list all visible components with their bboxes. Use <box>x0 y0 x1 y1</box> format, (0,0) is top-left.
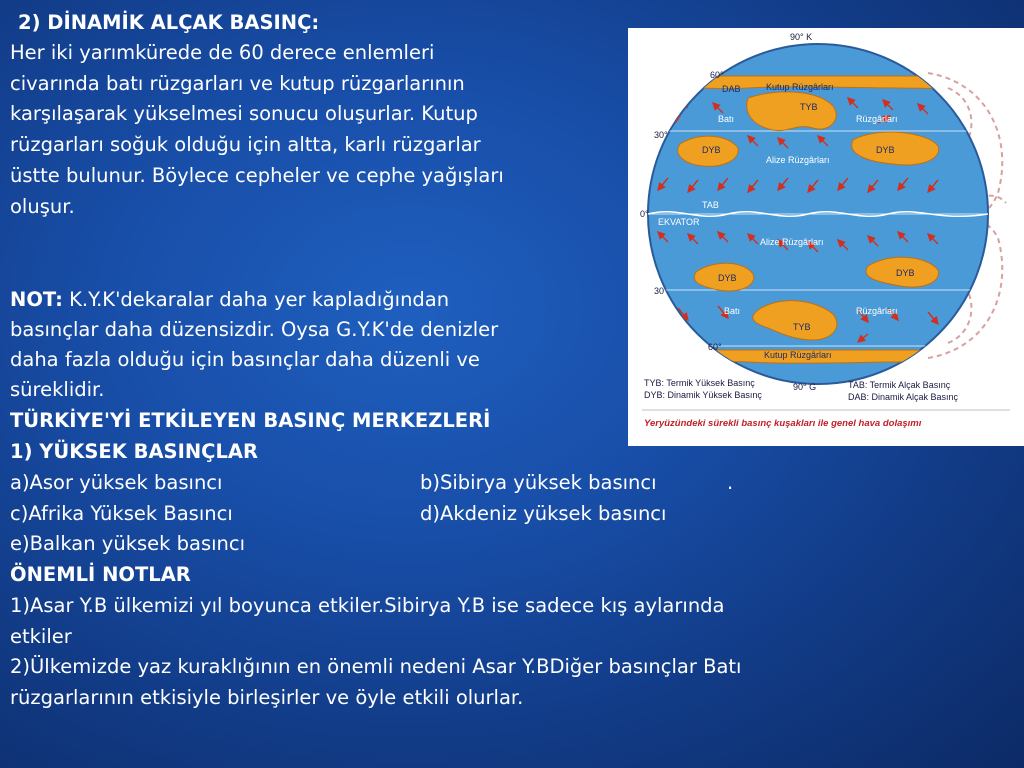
item-e: e)Balkan yüksek basıncı <box>10 532 246 555</box>
dynamic-line-6: oluşur. <box>10 195 75 218</box>
tyb-south-label: TYB <box>793 322 811 332</box>
lat-30s-label: 30 <box>654 286 665 296</box>
dyb-south-right-label: DYB <box>896 268 915 278</box>
lat-90s-label: 90° G <box>793 382 817 392</box>
lat-90n-label: 90° K <box>790 32 813 42</box>
dynamic-line-4: rüzgarları soğuk olduğu için altta, karlı rüzgarlar <box>10 133 481 156</box>
turkey-heading: TÜRKİYE'Yİ ETKİLEYEN BASINÇ MERKEZLERİ <box>10 409 491 432</box>
lat-0-label: 0° <box>640 209 649 219</box>
polar-winds-south-label: Kutup Rüzgârları <box>764 350 832 360</box>
legend-tab: TAB: Termik Alçak Basınç <box>848 380 951 390</box>
westerlies-north-label-2: Rüzgârları <box>856 114 898 124</box>
item-b: b)Sibirya yüksek basıncı <box>420 471 657 494</box>
item-c: c)Afrika Yüksek Basıncı <box>10 502 233 525</box>
pressure-belts-figure <box>628 28 1024 446</box>
dab-north-label: DAB <box>722 84 741 94</box>
tyb-north-label: TYB <box>800 102 818 112</box>
legend-dab: DAB: Dinamik Alçak Basınç <box>848 392 959 402</box>
important-line-3: 2)Ülkemizde yaz kuraklığının en önemli nedeni Asar Y.BDiğer basınçlar Batı <box>10 655 742 678</box>
high-pressure-heading: 1) YÜKSEK BASINÇLAR <box>10 440 259 463</box>
dynamic-line-1: Her iki yarımkürede de 60 derece enlemleri <box>10 41 435 64</box>
dyb-south-left-label: DYB <box>718 273 737 283</box>
legend-dyb: DYB: Dinamik Yüksek Basınç <box>644 390 762 400</box>
westerlies-north-label: Batı <box>718 114 735 124</box>
lat-30n-label: 30° <box>654 130 668 140</box>
note-label: NOT: <box>10 288 63 311</box>
dynamic-line-3: karşılaşarak yükselmesi sonucu oluşurlar. Kutup <box>10 102 478 125</box>
dynamic-low-heading: 2) DİNAMİK ALÇAK BASINÇ: <box>18 11 320 34</box>
item-b-dot: . <box>727 471 734 494</box>
dynamic-line-2: civarında batı rüzgarları ve kutup rüzgarlarının <box>10 72 465 95</box>
trade-winds-south-label: Alize Rüzgârları <box>760 237 824 247</box>
trade-winds-north-label: Alize Rüzgârları <box>766 155 830 165</box>
equator-label: EKVATOR <box>658 217 700 227</box>
figure-caption: Yeryüzündeki sürekli basınç kuşakları ile genel hava dolaşımı <box>644 418 922 429</box>
note-first-line: K.Y.K'dekaralar daha yer kapladığından <box>62 288 450 311</box>
important-line-2: etkiler <box>10 625 72 648</box>
note-line-3: daha fazla olduğu için basınçlar daha düzenli ve <box>10 348 480 371</box>
pressure-belts-diagram <box>628 28 1024 446</box>
note-line-1 <box>10 284 449 315</box>
important-line-1: 1)Asar Y.B ülkemizi yıl boyunca etkiler.Sibirya Y.B ise sadece kış aylarında <box>10 594 725 617</box>
westerlies-south-label-2: Rüzgârları <box>856 306 898 316</box>
dyb-north-left-label: DYB <box>702 145 721 155</box>
important-heading: ÖNEMLİ NOTLAR <box>10 563 191 586</box>
dyb-north-right-label: DYB <box>876 145 895 155</box>
note-line-4: süreklidir. <box>10 378 105 401</box>
polar-winds-north-label: Kutup Rüzgârları <box>766 82 834 92</box>
item-d: d)Akdeniz yüksek basıncı <box>420 502 667 525</box>
dynamic-line-5: üstte bulunur. Böylece cepheler ve cephe yağışları <box>10 164 504 187</box>
legend-tyb: TYB: Termik Yüksek Basınç <box>644 378 755 388</box>
westerlies-south-label: Batı <box>724 306 741 316</box>
lat-60s-label: 60° <box>708 342 722 352</box>
tab-label: TAB <box>702 200 719 210</box>
note-line-2: basınçlar daha düzensizdir. Oysa G.Y.K'de denizler <box>10 318 499 341</box>
important-line-4: rüzgarlarının etkisiyle birleşirler ve öyle etkili olurlar. <box>10 686 524 709</box>
lat-60n-label: 60° <box>710 70 724 80</box>
item-a: a)Asor yüksek basıncı <box>10 471 223 494</box>
